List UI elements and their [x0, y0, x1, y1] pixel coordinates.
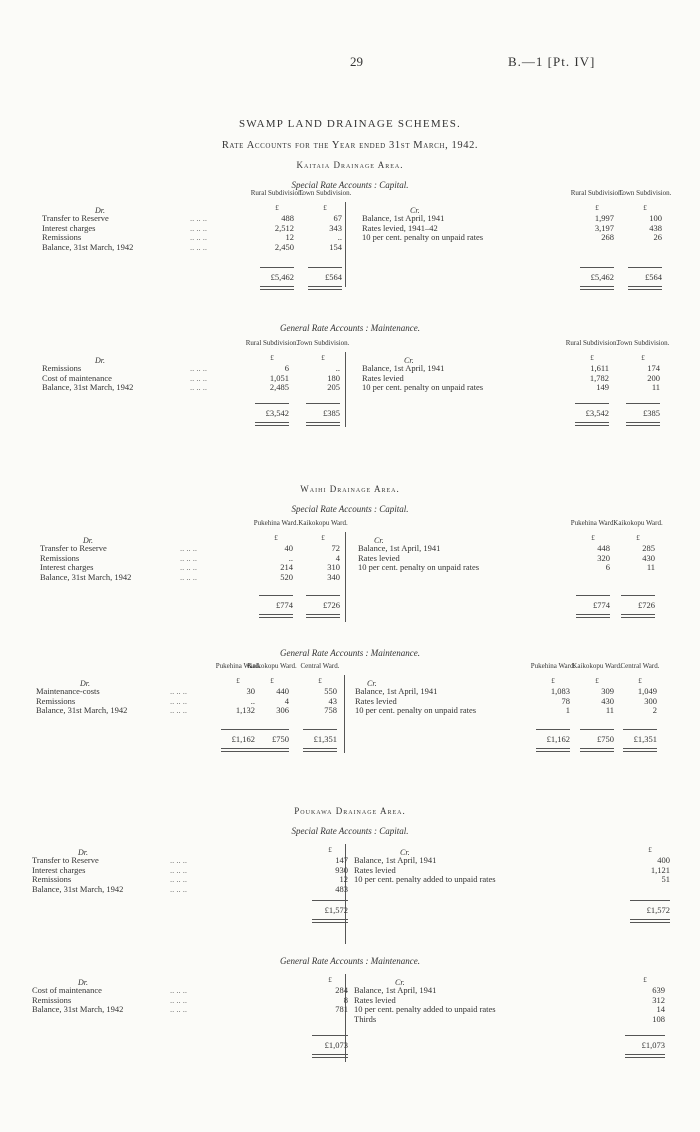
dr-column-header: Kaikokopu Ward. — [247, 662, 297, 670]
total-value: £774 — [593, 600, 610, 610]
total-value: £774 — [276, 600, 293, 610]
total-value: £3,542 — [265, 408, 289, 418]
dr-row-label: Balance, 31st March, 1942 — [32, 1004, 124, 1015]
dr-row-value: 306 — [276, 705, 289, 716]
dr-label: Dr. — [95, 356, 106, 365]
leader-dots: .. .. .. — [190, 363, 207, 373]
total-double-rule — [625, 1054, 665, 1058]
pound-sign: £ — [648, 846, 652, 854]
total-double-rule — [255, 422, 289, 426]
pound-sign: £ — [323, 204, 327, 212]
leader-dots: .. .. .. — [190, 232, 207, 243]
cr-row-value: 1,782 — [589, 372, 609, 383]
dr-row-label: Cost of maintenance — [42, 372, 112, 383]
cr-row-value: 400 — [657, 855, 670, 865]
cr-row-value: 100 — [649, 213, 662, 223]
total-rule — [260, 267, 294, 268]
total-rule — [255, 729, 289, 730]
total-rule — [308, 267, 342, 268]
dr-row-value: 40 — [284, 543, 293, 553]
total-value: £1,351 — [313, 734, 337, 744]
pound-sign: £ — [595, 204, 599, 212]
cr-label: Cr. — [400, 848, 410, 857]
dr-row-label: Balance, 31st March, 1942 — [32, 883, 124, 894]
pound-sign: £ — [270, 354, 274, 362]
cr-column-header: Kaikokopu Ward. — [613, 519, 663, 527]
account-divider — [345, 352, 346, 427]
total-rule — [536, 729, 570, 730]
pound-sign: £ — [638, 677, 642, 685]
leader-dots: .. .. .. — [170, 864, 187, 875]
cr-column-header: Pukehina Ward. — [530, 662, 576, 670]
dr-row-value: 205 — [327, 382, 340, 393]
total-double-rule — [536, 748, 570, 752]
pound-sign: £ — [236, 677, 240, 685]
dr-row-label: Maintenance-costs — [36, 686, 100, 696]
total-double-rule — [623, 748, 657, 752]
cr-row-value: 1,121 — [650, 864, 670, 875]
dr-row-value: 147 — [335, 855, 348, 865]
cr-row-label: 10 per cent. penalty on unpaid rates — [362, 382, 484, 393]
pound-sign: £ — [321, 534, 325, 542]
cr-row-label: 10 per cent. penalty added to unpaid rates — [354, 874, 496, 885]
cr-row-label: Rates levied, 1941–42 — [362, 222, 438, 233]
total-double-rule — [576, 614, 610, 618]
cr-label: Cr. — [367, 679, 377, 688]
dr-row-value: 4 — [335, 552, 340, 563]
dr-row-label: Remissions — [32, 994, 72, 1005]
total-value: £1,572 — [646, 905, 670, 915]
dr-row-value: 1,132 — [235, 705, 255, 716]
total-value: £564 — [645, 272, 662, 282]
leader-dots: .. .. .. — [190, 241, 207, 252]
cr-row-value: 6 — [605, 562, 610, 573]
dr-row-label: Remissions — [42, 232, 82, 243]
total-rule — [580, 267, 614, 268]
total-value: £1,073 — [324, 1040, 348, 1050]
dr-row-value: 4 — [284, 695, 289, 706]
cr-column-header: Town Subdivision. — [616, 339, 670, 347]
total-double-rule — [255, 748, 289, 752]
dr-row-label: Remissions — [36, 695, 76, 706]
pound-sign: £ — [275, 204, 279, 212]
dr-row-label: Cost of maintenance — [32, 985, 102, 995]
dr-row-value: 12 — [339, 874, 348, 885]
cr-row-label: Rates levied — [358, 552, 400, 563]
waihi-capital-heading: Special Rate Accounts : Capital. — [291, 504, 409, 514]
dr-label: Dr. — [78, 848, 89, 857]
total-value: £726 — [323, 600, 340, 610]
pound-sign: £ — [643, 976, 647, 984]
dr-row-label: Remissions — [40, 552, 80, 563]
cr-row-label: 10 per cent. penalty on unpaid rates — [362, 232, 484, 243]
cr-row-label: Balance, 1st April, 1941 — [358, 543, 441, 553]
total-value: £750 — [272, 734, 289, 744]
dr-row-label: Interest charges — [32, 864, 86, 875]
dr-row-value: 2,450 — [274, 241, 294, 252]
total-rule — [625, 1035, 665, 1036]
total-value: £1,162 — [546, 734, 570, 744]
cr-column-header: Rural Subdivision. — [565, 339, 619, 347]
cr-row-label: Rates levied — [355, 695, 397, 706]
pound-sign: £ — [590, 354, 594, 362]
cr-row-label: 10 per cent. penalty on unpaid rates — [358, 562, 480, 573]
total-rule — [221, 729, 255, 730]
cr-label: Cr. — [395, 978, 405, 987]
cr-row-value: 1,049 — [637, 686, 657, 696]
leader-dots: .. .. .. — [170, 705, 187, 716]
leader-dots: .. .. .. — [170, 695, 187, 706]
total-double-rule — [260, 286, 294, 290]
dr-row-value: .. — [335, 363, 340, 373]
total-rule — [628, 267, 662, 268]
total-double-rule — [630, 919, 670, 923]
dr-row-value: 310 — [327, 562, 340, 573]
cr-row-value: 14 — [656, 1004, 665, 1015]
dr-label: Dr. — [83, 536, 94, 545]
total-double-rule — [580, 286, 614, 290]
account-divider — [345, 202, 346, 287]
dr-column-header: Rural Subdivision. — [250, 189, 304, 197]
pound-sign: £ — [591, 534, 595, 542]
cr-row-value: 200 — [647, 372, 660, 383]
dr-row-value: 12 — [285, 232, 294, 243]
total-rule — [303, 729, 337, 730]
total-rule — [623, 729, 657, 730]
leader-dots: .. .. .. — [190, 222, 207, 233]
dr-column-header: Town Subdivision. — [296, 339, 350, 347]
cr-row-label: Thirds — [354, 1013, 377, 1024]
total-double-rule — [628, 286, 662, 290]
leader-dots: .. .. .. — [170, 985, 187, 995]
total-rule — [621, 595, 655, 596]
leader-dots: .. .. .. — [170, 855, 187, 865]
cr-label: Cr. — [374, 536, 384, 545]
total-rule — [306, 595, 340, 596]
cr-row-value: 26 — [653, 232, 662, 243]
dr-row-value: 440 — [276, 686, 289, 696]
dr-row-value: 214 — [280, 562, 293, 573]
total-rule — [259, 595, 293, 596]
dr-row-label: Balance, 31st March, 1942 — [36, 705, 128, 716]
total-value: £1,351 — [633, 734, 657, 744]
pound-sign: £ — [328, 846, 332, 854]
pound-sign: £ — [595, 677, 599, 685]
dr-column-header: Pukehina Ward. — [253, 519, 299, 527]
cr-row-label: 10 per cent. penalty added to unpaid rates — [354, 1004, 496, 1015]
dr-row-value: 30 — [246, 686, 255, 696]
poukawa-capital-heading: Special Rate Accounts : Capital. — [291, 826, 409, 836]
dr-row-value: 72 — [331, 543, 340, 553]
total-double-rule — [259, 614, 293, 618]
total-rule — [576, 595, 610, 596]
dr-column-header: Kaikokopu Ward. — [298, 519, 348, 527]
cr-label: Cr. — [404, 356, 414, 365]
total-value: £1,572 — [324, 905, 348, 915]
account-divider — [345, 532, 346, 622]
cr-row-label: Balance, 1st April, 1941 — [362, 363, 445, 373]
cr-row-value: 430 — [642, 552, 655, 563]
total-rule — [312, 900, 348, 901]
pound-sign: £ — [636, 534, 640, 542]
total-double-rule — [312, 919, 348, 923]
dr-row-value: 930 — [335, 864, 348, 875]
dr-row-value: 1,051 — [269, 372, 289, 383]
dr-row-value: 284 — [335, 985, 348, 995]
kaitaia-maintenance-heading: General Rate Accounts : Maintenance. — [279, 323, 421, 333]
dr-row-label: Remissions — [42, 363, 82, 373]
cr-row-value: 448 — [597, 543, 610, 553]
total-value: £750 — [597, 734, 614, 744]
dr-row-value: 483 — [335, 883, 348, 894]
total-value: £1,073 — [641, 1040, 665, 1050]
total-double-rule — [303, 748, 337, 752]
cr-column-header: Town Subdivision. — [618, 189, 672, 197]
cr-row-value: 11 — [646, 562, 655, 573]
total-double-rule — [575, 422, 609, 426]
cr-column-header: Central Ward. — [620, 662, 660, 670]
cr-row-label: Rates levied — [354, 864, 396, 875]
dr-column-header: Central Ward. — [300, 662, 340, 670]
dr-row-value: 520 — [280, 571, 293, 582]
cr-row-label: 10 per cent. penalty on unpaid rates — [355, 705, 477, 716]
total-double-rule — [626, 422, 660, 426]
total-double-rule — [221, 748, 255, 752]
cr-row-value: 1,083 — [550, 686, 570, 696]
cr-row-value: 11 — [605, 705, 614, 716]
total-double-rule — [621, 614, 655, 618]
cr-row-value: 3,197 — [594, 222, 614, 233]
cr-column-header: Pukehina Ward. — [570, 519, 616, 527]
total-rule — [255, 403, 289, 404]
cr-row-value: 268 — [601, 232, 614, 243]
dr-label: Dr. — [80, 679, 91, 688]
pound-sign: £ — [321, 354, 325, 362]
cr-label: Cr. — [410, 206, 420, 215]
cr-row-label: Rates levied — [354, 994, 396, 1005]
dr-row-label: Balance, 31st March, 1942 — [42, 241, 134, 252]
total-value: £5,462 — [270, 272, 294, 282]
kaitaia-capital-heading: Special Rate Accounts : Capital. — [291, 180, 409, 190]
dr-row-label: Balance, 31st March, 1942 — [42, 382, 134, 393]
leader-dots: .. .. .. — [180, 571, 197, 582]
pound-sign: £ — [643, 204, 647, 212]
account-divider — [344, 675, 345, 753]
cr-row-value: 312 — [652, 994, 665, 1005]
total-value: £564 — [325, 272, 342, 282]
cr-row-value: 300 — [644, 695, 657, 706]
cr-row-value: 438 — [649, 222, 662, 233]
dr-row-value: 154 — [329, 241, 342, 252]
total-rule — [575, 403, 609, 404]
total-rule — [580, 729, 614, 730]
dr-row-value: 758 — [324, 705, 337, 716]
cr-row-value: 51 — [661, 874, 670, 885]
total-rule — [306, 403, 340, 404]
cr-row-value: 320 — [597, 552, 610, 563]
cr-row-label: Balance, 1st April, 1941 — [362, 213, 445, 223]
document-subtitle: Rate Accounts for the Year ended 31st March, 1942. — [221, 140, 479, 151]
leader-dots: .. .. .. — [180, 543, 197, 553]
leader-dots: .. .. .. — [170, 1004, 187, 1015]
total-value: £385 — [323, 408, 340, 418]
poukawa-maintenance-heading: General Rate Accounts : Maintenance. — [279, 956, 421, 966]
cr-row-label: Rates levied — [362, 372, 404, 383]
cr-row-value: 1,611 — [590, 363, 609, 373]
dr-row-value: 488 — [281, 213, 294, 223]
dr-column-header: Rural Subdivision. — [245, 339, 299, 347]
cr-row-value: 309 — [601, 686, 614, 696]
waihi-area-title: Waihi Drainage Area. — [300, 484, 400, 494]
kaitaia-area-title: Kaitaia Drainage Area. — [296, 160, 404, 170]
leader-dots: .. .. .. — [180, 562, 197, 573]
dr-row-value: 43 — [328, 695, 337, 706]
total-value: £1,162 — [231, 734, 255, 744]
dr-row-label: Balance, 31st March, 1942 — [40, 571, 132, 582]
dr-row-value: .. — [250, 695, 255, 706]
cr-row-label: Balance, 1st April, 1941 — [354, 855, 437, 865]
pound-sign: £ — [641, 354, 645, 362]
total-double-rule — [308, 286, 342, 290]
dr-label: Dr. — [78, 978, 89, 987]
pound-sign: £ — [274, 534, 278, 542]
cr-column-header: Kaikokopu Ward. — [572, 662, 622, 670]
cr-row-value: 639 — [652, 985, 665, 995]
total-rule — [630, 900, 670, 901]
dr-row-value: 8 — [343, 994, 348, 1005]
leader-dots: .. .. .. — [190, 382, 207, 393]
cr-column-header: Rural Subdivision. — [570, 189, 624, 197]
page-reference: B.—1 [Pt. IV] — [508, 54, 596, 69]
cr-row-value: 1 — [565, 705, 570, 716]
leader-dots: .. .. .. — [170, 883, 187, 894]
cr-row-value: 2 — [652, 705, 657, 716]
dr-row-value: 343 — [329, 222, 342, 233]
total-rule — [312, 1035, 348, 1036]
dr-row-value: 6 — [284, 363, 289, 373]
total-double-rule — [580, 748, 614, 752]
total-double-rule — [306, 614, 340, 618]
total-value: £5,462 — [590, 272, 614, 282]
dr-column-header: Town Subdivision. — [298, 189, 352, 197]
leader-dots: .. .. .. — [190, 213, 207, 223]
dr-row-label: Interest charges — [40, 562, 94, 573]
cr-row-value: 11 — [651, 382, 660, 393]
pound-sign: £ — [328, 976, 332, 984]
cr-row-value: 285 — [642, 543, 655, 553]
dr-row-value: .. — [337, 232, 342, 243]
dr-row-value: 781 — [335, 1004, 348, 1015]
leader-dots: .. .. .. — [170, 874, 187, 885]
waihi-maintenance-heading: General Rate Accounts : Maintenance. — [279, 648, 421, 658]
dr-row-value: .. — [288, 552, 293, 563]
page-number: 29 — [350, 54, 363, 69]
cr-row-value: 149 — [596, 382, 609, 393]
dr-column-header: Pukehina Ward. — [215, 662, 261, 670]
dr-row-label: Transfer to Reserve — [32, 855, 99, 865]
poukawa-area-title: Poukawa Drainage Area. — [294, 806, 406, 816]
dr-row-value: 180 — [327, 372, 340, 383]
dr-row-label: Interest charges — [42, 222, 96, 233]
dr-row-label: Transfer to Reserve — [40, 543, 107, 553]
cr-row-label: Balance, 1st April, 1941 — [354, 985, 437, 995]
document-title: SWAMP LAND DRAINAGE SCHEMES. — [238, 118, 462, 130]
dr-row-value: 2,485 — [269, 382, 289, 393]
dr-row-value: 340 — [327, 571, 340, 582]
dr-row-value: 550 — [324, 686, 337, 696]
dr-row-value: 2,512 — [274, 222, 294, 233]
dr-label: Dr. — [95, 206, 106, 215]
cr-row-value: 1,997 — [594, 213, 614, 223]
total-double-rule — [306, 422, 340, 426]
total-rule — [626, 403, 660, 404]
dr-row-label: Remissions — [32, 874, 72, 885]
cr-row-label: Balance, 1st April, 1941 — [355, 686, 438, 696]
pound-sign: £ — [270, 677, 274, 685]
dr-row-value: 67 — [333, 213, 342, 223]
cr-row-value: 174 — [647, 363, 660, 373]
leader-dots: .. .. .. — [170, 994, 187, 1005]
pound-sign: £ — [551, 677, 555, 685]
total-double-rule — [312, 1054, 348, 1058]
total-value: £726 — [638, 600, 655, 610]
pound-sign: £ — [318, 677, 322, 685]
cr-row-value: 108 — [652, 1013, 665, 1024]
cr-row-value: 78 — [561, 695, 570, 706]
leader-dots: .. .. .. — [190, 372, 207, 383]
cr-row-value: 430 — [601, 695, 614, 706]
total-value: £3,542 — [585, 408, 609, 418]
dr-row-label: Transfer to Reserve — [42, 213, 109, 223]
leader-dots: .. .. .. — [180, 552, 197, 563]
total-value: £385 — [643, 408, 660, 418]
leader-dots: .. .. .. — [170, 686, 187, 696]
